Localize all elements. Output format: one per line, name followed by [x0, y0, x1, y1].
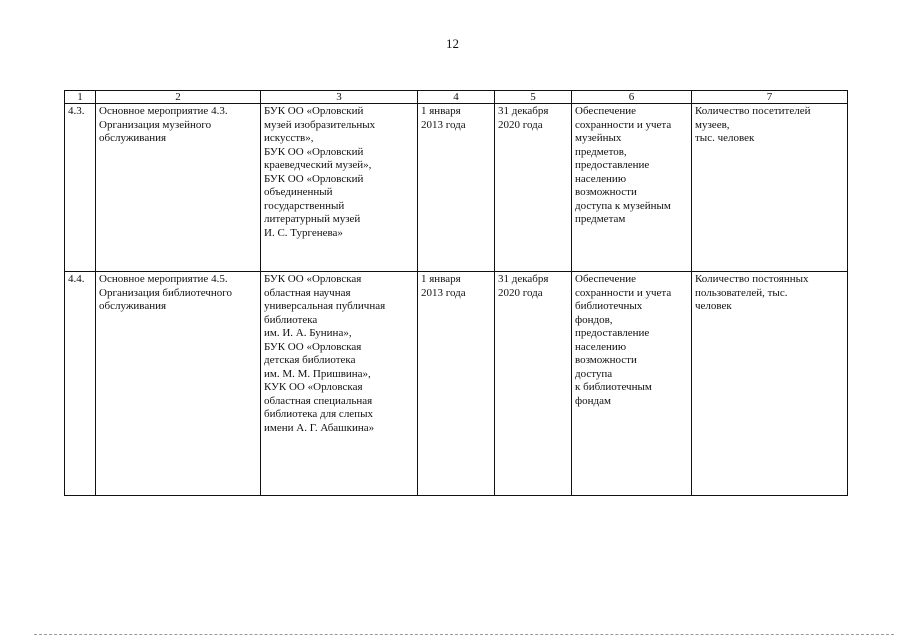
executors-cell: БУК ОО «Орловская областная научная универсальная публичная библиотека им. И. А. Бунина», БУК ОО «Орловская детская библиотека им. М. М. Пришвина», КУК ОО «Орловская областная специальная библиотека для слепых имени А. Г. Абашкина» [261, 272, 418, 496]
row-number-cell: 4.4. [65, 272, 96, 496]
expected-result-cell: Обеспечение сохранности и учета музейных предметов, предоставление населению возможности доступа к музейным предметам [572, 104, 692, 272]
executors-cell: БУК ОО «Орловский музей изобразительных искусств», БУК ОО «Орловский краеведческий музей», БУК ОО «Орловский объединенный государственный литературный музей И. С. Тургенева» [261, 104, 418, 272]
page-number: 12 [446, 36, 459, 51]
table-row [65, 104, 848, 272]
end-date-cell: 31 декабря 2020 года [495, 104, 572, 272]
start-date-cell: 1 января 2013 года [418, 272, 495, 496]
measures-table [64, 90, 848, 496]
column-header-5: 5 [495, 91, 572, 104]
column-header-3: 3 [261, 91, 418, 104]
expected-result-cell: Обеспечение сохранности и учета библиотечных фондов, предоставление населению возможности доступа к библиотечным фондам [572, 272, 692, 496]
end-date-cell: 31 декабря 2020 года [495, 272, 572, 496]
activity-cell: Основное мероприятие 4.3. Организация музейного обслуживания [96, 104, 261, 272]
activity-cell: Основное мероприятие 4.5. Организация библиотечного обслуживания [96, 272, 261, 496]
indicator-cell: Количество посетителей музеев, тыс. человек [692, 104, 848, 272]
column-header-1: 1 [65, 91, 96, 104]
column-header-2: 2 [96, 91, 261, 104]
indicator-cell: Количество постоянных пользователей, тыс. человек [692, 272, 848, 496]
header-row [65, 91, 848, 104]
table-row [65, 272, 848, 496]
row-number-cell: 4.3. [65, 104, 96, 272]
column-header-7: 7 [692, 91, 848, 104]
start-date-cell: 1 января 2013 года [418, 104, 495, 272]
column-header-6: 6 [572, 91, 692, 104]
column-header-4: 4 [418, 91, 495, 104]
page-bottom-divider [34, 634, 894, 636]
